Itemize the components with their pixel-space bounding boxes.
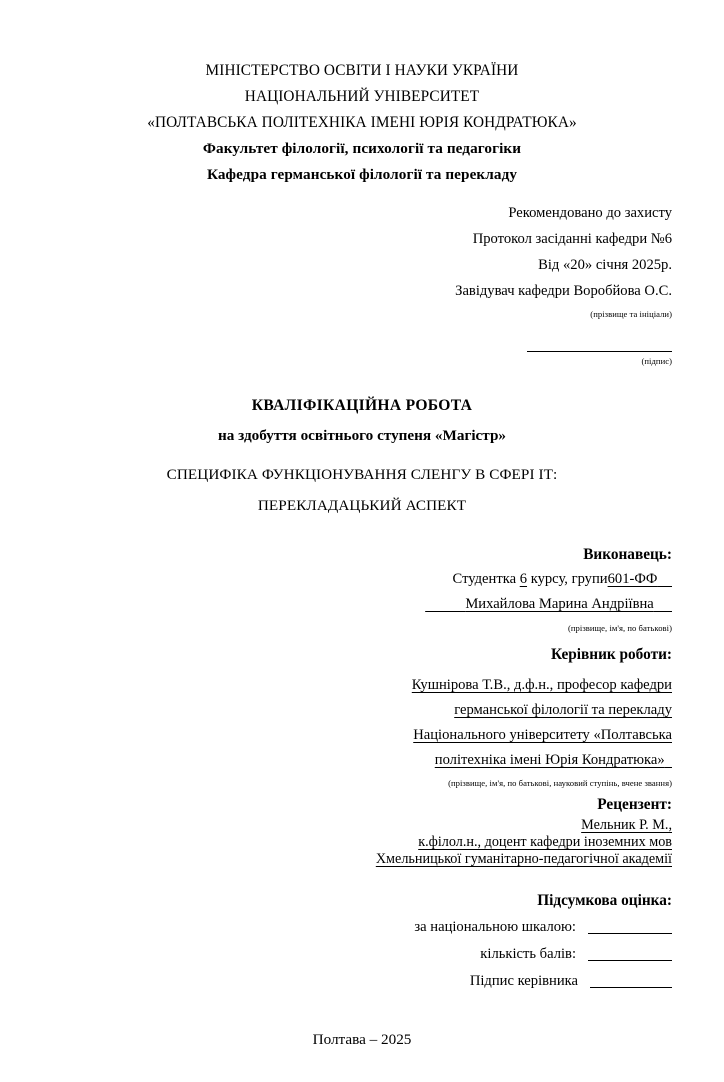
supervisor-signature-label: Підпис керівника (469, 973, 578, 989)
supervisor-line-2-row (52, 698, 672, 723)
supervisor-caption: (прізвище, ім'я, по батькові, науковий ступінь, вчене звання) (448, 778, 672, 788)
performer-course-word: курсу, групи (530, 571, 608, 587)
points-blank[interactable] (588, 959, 672, 961)
reviewer-line-2: к.філол.н., доцент кафедри іноземних мов (418, 834, 672, 850)
topic-line-2: ПЕРЕКЛАДАЦЬКИЙ АСПЕКТ (257, 497, 467, 514)
performer-name-trail (654, 596, 672, 612)
supervisor-line-4-trail (665, 752, 672, 768)
topic-line-1: СПЕЦИФІКА ФУНКЦІОНУВАННЯ СЛЕНГУ В СФЕРІ ІТ: (166, 466, 558, 483)
performer-caption: (прізвище, ім'я, по батькові) (567, 623, 672, 633)
reviewer-heading: Рецензент: (597, 796, 672, 813)
reviewer-line-1-row (52, 817, 672, 834)
degree-line: на здобуття освітнього ступеня «Магістр» (217, 427, 506, 444)
institution-header (52, 58, 672, 188)
reviewer-line-2-row (52, 834, 672, 851)
approval-date-line: Від «20» січня 2025р. (538, 257, 672, 273)
performer-role-prefix: Студентка (452, 571, 517, 587)
grade-heading: Підсумкова оцінка: (537, 892, 672, 909)
recommended-line: Рекомендовано до захисту (508, 205, 672, 221)
signature-rule (527, 350, 672, 352)
department-line: Кафедра германської філології та перекладу (206, 166, 518, 183)
faculty-line: Факультет філології, психології та педагогіки (202, 140, 522, 157)
performer-group: 601-ФФ (607, 571, 658, 587)
supervisor-line-4: політехніка імені Юрія Кондратюка» (434, 752, 665, 768)
university-name-line: «ПОЛТАВСЬКА ПОЛІТЕХНІКА ІМЕНІ ЮРІЯ КОНДРАТЮКА» (147, 114, 577, 131)
performer-heading: Виконавець: (583, 546, 672, 563)
university-type-line: НАЦІОНАЛЬНИЙ УНІВЕРСИТЕТ (244, 88, 480, 105)
signature-caption: (підпис) (641, 356, 672, 366)
work-type-title: КВАЛІФІКАЦІЙНА РОБОТА (251, 397, 473, 414)
performer-course-number: 6 (519, 571, 528, 587)
supervisor-line-1-row (52, 673, 672, 698)
supervisor-line-1: Кушнірова Т.В., д.ф.н., професор кафедри (411, 677, 672, 693)
national-scale-blank[interactable] (588, 932, 672, 934)
reviewer-line-3: Хмельницької гуманітарно-педагогічної академії (375, 851, 672, 867)
signature-line-row (52, 334, 672, 352)
reviewer-block (52, 793, 672, 868)
title-page (0, 58, 724, 1082)
national-scale-label: за національною шкалою: (414, 919, 576, 935)
supervisor-line-2: германської філології та перекладу (454, 702, 672, 718)
footer-block (52, 1031, 672, 1049)
supervisor-line-4-row (52, 748, 672, 773)
performer-course-row (52, 567, 672, 592)
supervisor-signature-row (52, 968, 672, 995)
points-label: кількість балів: (480, 946, 576, 962)
head-of-department-line: Завідувач кафедри Воробйова О.С. (455, 283, 672, 299)
protocol-line: Протокол засіданні кафедри №6 (472, 231, 672, 247)
grade-block (52, 888, 672, 995)
supervisor-block (52, 643, 672, 789)
performer-block (52, 543, 672, 634)
supervisor-heading: Керівник роботи: (550, 646, 672, 663)
approval-block (52, 200, 672, 367)
supervisor-signature-blank[interactable] (590, 986, 672, 988)
points-row (52, 941, 672, 968)
name-initials-caption: (прізвище та ініціали) (590, 309, 672, 319)
supervisor-line-3: Національного університету «Полтавська (413, 727, 672, 743)
performer-group-filler (657, 571, 672, 587)
reviewer-line-3-row (52, 851, 672, 868)
national-scale-row (52, 914, 672, 941)
ministry-line: МІНІСТЕРСТВО ОСВІТИ І НАУКИ УКРАЇНИ (205, 62, 519, 79)
supervisor-line-3-row (52, 723, 672, 748)
topic-block (52, 459, 672, 521)
work-title-block (52, 391, 672, 451)
reviewer-line-1: Мельник Р. М., (581, 817, 672, 833)
performer-name-lead (425, 596, 465, 612)
performer-name-row (52, 592, 672, 617)
city-year: Полтава – 2025 (312, 1031, 412, 1048)
performer-full-name: Михайлова Марина Андріївна (465, 596, 654, 612)
